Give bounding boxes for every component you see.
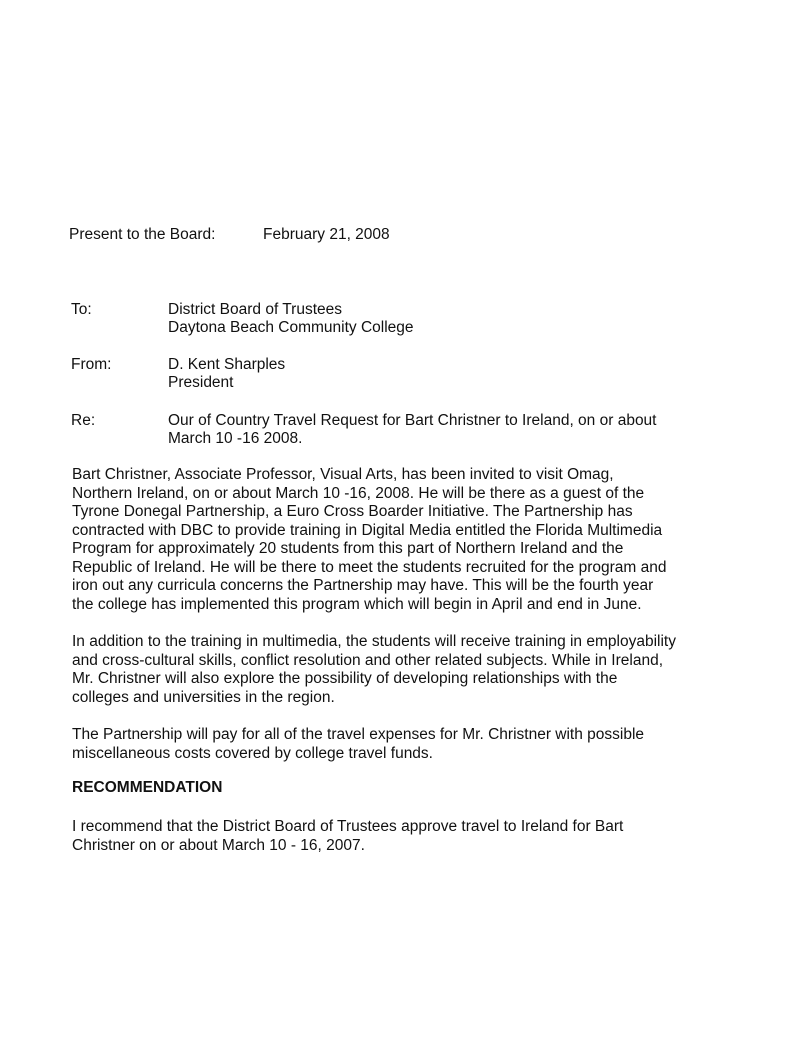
paragraph-line: iron out any curricula concerns the Partnership may have. This will be the fourth year xyxy=(72,577,654,594)
paragraph-line: Bart Christner, Associate Professor, Visual Arts, has been invited to visit Omag, xyxy=(72,466,614,483)
re-line-1: Our of Country Travel Request for Bart Christner to Ireland, on or about xyxy=(168,412,657,429)
to-line-2: Daytona Beach Community College xyxy=(168,319,414,336)
paragraph-line: Tyrone Donegal Partnership, a Euro Cross Boarder Initiative. The Partnership has xyxy=(72,503,633,520)
paragraph-line: contracted with DBC to provide training in Digital Media entitled the Florida Multimedia xyxy=(72,521,663,539)
paragraph-line: Republic of Ireland. He will be there to meet the students recruited for the program and xyxy=(72,558,667,576)
from-line-2: President xyxy=(168,374,234,391)
paragraph-line: Mr. Christner will also explore the possibility of developing relationships with the xyxy=(72,670,618,687)
paragraph-line: colleges and universities in the region. xyxy=(72,688,335,706)
paragraph-line: In addition to the training in multimedia, the students will receive training in employability xyxy=(72,633,676,650)
body-paragraph-1 xyxy=(72,466,712,614)
present-to-board-label: Present to the Board: xyxy=(69,226,216,243)
body-paragraph-3 xyxy=(72,726,712,763)
re-label: Re: xyxy=(71,412,96,429)
paragraph-line: I recommend that the District Board of Trustees approve travel to Ireland for Bart xyxy=(72,818,624,835)
from-line-1: D. Kent Sharples xyxy=(168,356,286,373)
recommendation-paragraph xyxy=(72,818,712,855)
body-paragraph-2 xyxy=(72,633,712,707)
paragraph-line: miscellaneous costs covered by college travel funds. xyxy=(72,744,433,762)
re-line-2: March 10 -16 2008. xyxy=(168,430,303,447)
present-date: February 21, 2008 xyxy=(263,226,390,243)
to-line-1: District Board of Trustees xyxy=(168,301,343,318)
paragraph-line: Program for approximately 20 students from this part of Northern Ireland and the xyxy=(72,540,624,557)
paragraph-line: The Partnership will pay for all of the travel expenses for Mr. Christner with possible xyxy=(72,726,645,743)
paragraph-line: Christner on or about March 10 - 16, 2007. xyxy=(72,836,365,854)
to-label: To: xyxy=(71,301,92,318)
paragraph-line: Northern Ireland, on or about March 10 -16, 2008. He will be there as a guest of the xyxy=(72,484,645,502)
from-label: From: xyxy=(71,356,112,373)
paragraph-line: the college has implemented this program which will begin in April and end in June. xyxy=(72,595,642,613)
recommendation-heading: RECOMMENDATION xyxy=(72,779,223,796)
paragraph-line: and cross-cultural skills, conflict resolution and other related subjects. While in Ireland, xyxy=(72,651,663,669)
